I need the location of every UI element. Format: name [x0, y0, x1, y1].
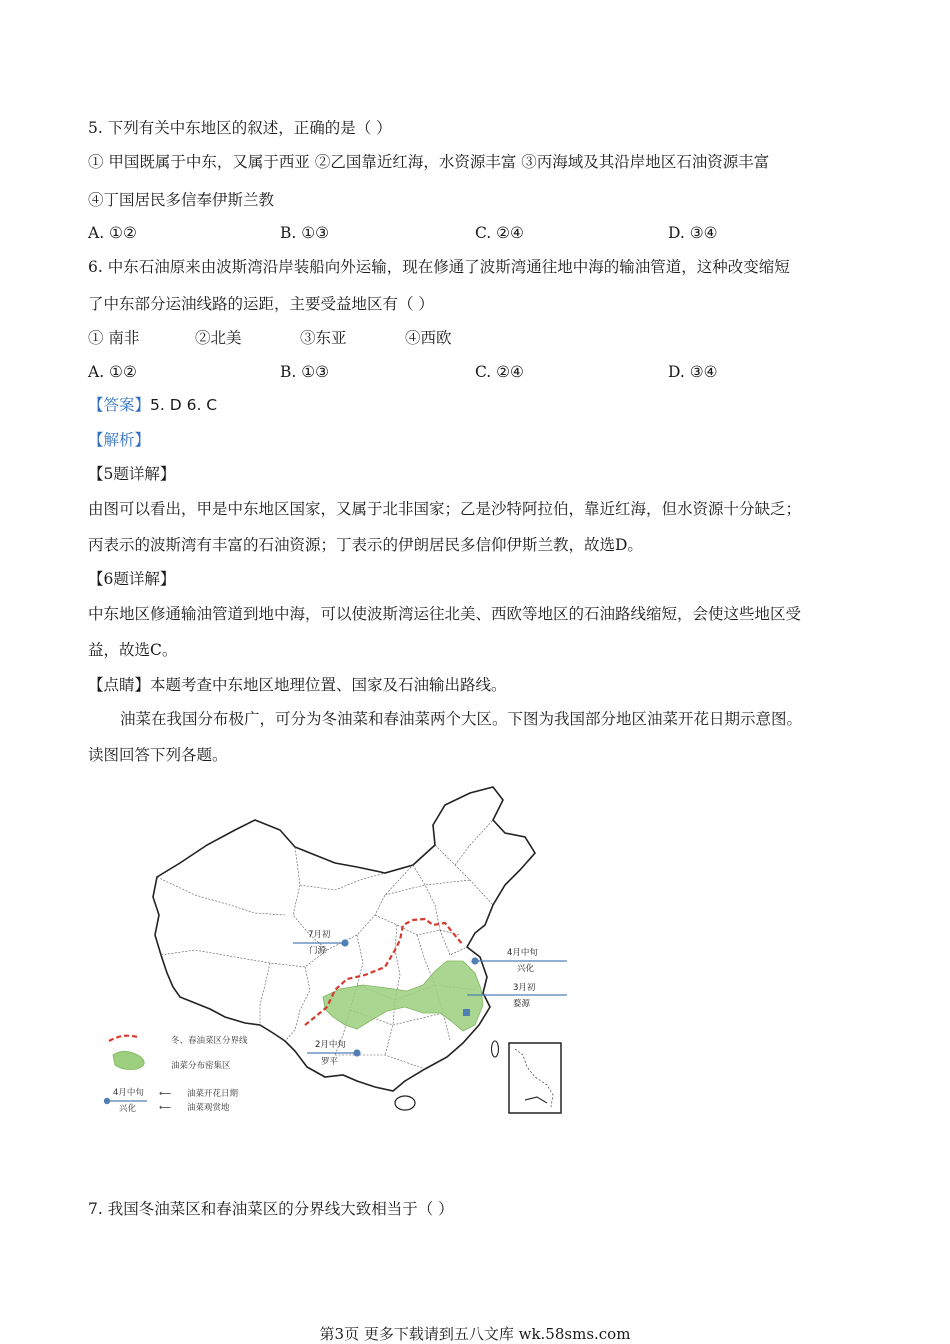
- q5-stem: 5. 下列有关中东地区的叙述，正确的是（ ）: [88, 119, 392, 137]
- q6-statement-4: ④西欧: [405, 329, 452, 347]
- detail5-line2: 丙表示的波斯湾有丰富的石油资源；丁表示的伊朗居民多信仰伊斯兰教，故选D。: [88, 536, 643, 554]
- luoping-place-label: 罗平: [321, 1057, 339, 1067]
- comment-line: [88, 674, 507, 696]
- q5-statements-line1: ① 甲国既属于中东，又属于西亚 ②乙国靠近红海，水资源丰富 ③丙海域及其沿岸地区石油资源丰富: [88, 153, 770, 171]
- luoping-date-label: 2月中旬: [315, 1040, 346, 1050]
- q6-statement-3: ③东亚: [300, 329, 347, 347]
- page-footer: 第3页 更多下载请到五八文库 wk.58sms.com: [319, 1325, 631, 1343]
- xinghua-date-label: 4月中旬: [507, 948, 538, 958]
- legend-boundary-text: 冬、春油菜区分界线: [171, 1036, 248, 1046]
- menyuan-place-label: 门源: [309, 946, 327, 956]
- south-china-sea-inset: [509, 1043, 561, 1113]
- q6-statement-2: ②北美: [195, 329, 242, 347]
- answer-tag: 【答案】: [88, 396, 151, 414]
- q6-statement-1: ① 南非: [88, 329, 140, 347]
- wuyuan-date-label: 3月初: [513, 983, 536, 993]
- luoping-marker: [353, 1049, 360, 1056]
- intro-line2: 读图回答下列各题。: [88, 746, 228, 764]
- hainan-island: [395, 1096, 415, 1110]
- analysis-tag: 【解析】: [88, 431, 151, 449]
- q5-statements-line2: ④丁国居民多信奉伊斯兰教: [88, 191, 275, 209]
- map-legend: [104, 1035, 248, 1114]
- q6-option-a: A. ①②: [88, 363, 137, 381]
- intro-line1: 油菜在我国分布极广，可分为冬油菜和春油菜两个大区。下图为我国部分地区油菜开花日期示意图。: [120, 710, 803, 728]
- taiwan-island: [492, 1041, 499, 1057]
- detail6-line1: 中东地区修通输油管道到地中海，可以使波斯湾运往北美、西欧等地区的石油路线缩短，会使这些地区受: [88, 605, 802, 623]
- menyuan-marker: [341, 939, 348, 946]
- detail6-line2: 益，故选C。: [88, 641, 178, 659]
- answer-line: [88, 394, 217, 416]
- detail6-tag: 【6题详解】: [88, 570, 176, 588]
- wuyuan-marker: [463, 1009, 470, 1016]
- q6-stem-line2: 了中东部分运油线路的运距，主要受益地区有（ ）: [88, 295, 434, 313]
- legend-sample-date: 4月中旬: [113, 1088, 144, 1098]
- q6-stem-line1: 6. 中东石油原来由波斯湾沿岸装船向外运输，现在修通了波斯湾通往地中海的输油管道，这种改变缩短: [88, 258, 790, 276]
- xinghua-marker: [471, 957, 478, 964]
- comment-text: 本题考查中东地区地理位置、国家及石油输出路线。: [150, 676, 507, 694]
- legend-arrow-icon-2: ⟵: [159, 1103, 172, 1113]
- menyuan-date-label: 7月初: [308, 930, 331, 940]
- legend-dense-text: 油菜分布密集区: [171, 1061, 231, 1071]
- q6-option-d: D. ③④: [668, 363, 718, 381]
- legend-sample-place: 兴化: [119, 1104, 137, 1114]
- legend-flower-date-text: 油菜开花日期: [187, 1089, 239, 1099]
- detail5-tag: 【5题详解】: [88, 465, 176, 483]
- q6-option-c: C. ②④: [475, 363, 524, 381]
- xinghua-place-label: 兴化: [517, 964, 535, 974]
- legend-arrow-icon-1: ⟵: [159, 1089, 172, 1099]
- q5-option-b: B. ①③: [280, 224, 330, 242]
- q5-option-c: C. ②④: [475, 224, 524, 242]
- rapeseed-flowering-map: [95, 785, 575, 1120]
- q7-stem: 7. 我国冬油菜区和春油菜区的分界线大致相当于（ ）: [88, 1200, 454, 1218]
- q5-option-d: D. ③④: [668, 224, 718, 242]
- comment-tag: 【点睛】: [88, 676, 151, 694]
- legend-observe-place-text: 油菜观赏地: [187, 1103, 230, 1113]
- wuyuan-place-label: 婺源: [513, 999, 531, 1009]
- china-map-svg: [95, 785, 575, 1120]
- q6-option-b: B. ①③: [280, 363, 330, 381]
- q5-option-a: A. ①②: [88, 224, 137, 242]
- detail5-line1: 由图可以看出，甲是中东地区国家，又属于北非国家；乙是沙特阿拉伯，靠近红海，但水资源十分缺乏；: [88, 500, 802, 518]
- answer-text: 5. D 6. C: [150, 396, 218, 414]
